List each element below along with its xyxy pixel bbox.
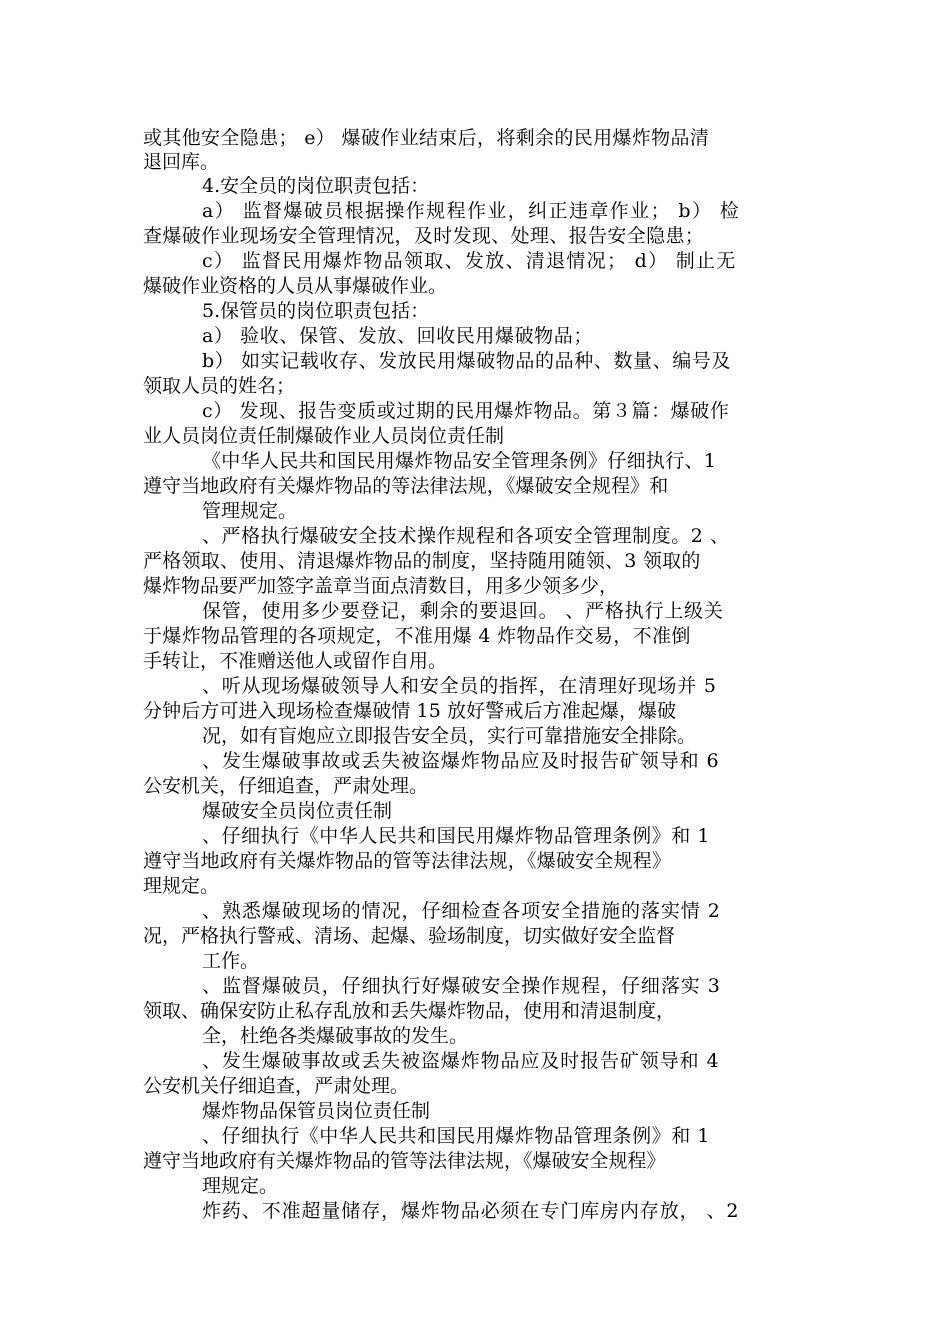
text-line: 管理规定。	[202, 500, 298, 522]
text-line: 、仔细执行《中华人民共和国民用爆炸物品管理条例》和 1	[202, 825, 710, 847]
text-line: 况，如有盲炮应立即报告安全员，实行可靠措施安全排除。	[202, 725, 697, 747]
text-line: a） 验收、保管、发放、回收民用爆破物品；	[202, 325, 593, 347]
text-line: 查爆破作业现场安全管理情况，及时发现、处理、报告安全隐患；	[143, 225, 705, 247]
section-heading: 5.保管员的岗位职责包括：	[202, 300, 430, 322]
text-line: 遵守当地政府有关爆炸物品的管等法律法规，《爆破安全规程》	[143, 850, 672, 872]
text-line: c） 监督民用爆炸物品领取、发放、清退情况； d） 制止无	[202, 250, 737, 272]
text-line: 领取人员的姓名；	[143, 375, 296, 397]
section-heading: 4.安全员的岗位职责包括：	[202, 175, 430, 197]
text-line: 严格领取、使用、清退爆炸物品的制度，坚持随用随领、3 领取的	[143, 550, 701, 572]
text-line: 于爆炸物品管理的各项规定，不准用爆 4 炸物品作交易，不准倒	[143, 625, 691, 647]
text-line: 手转让，不准赠送他人或留作自用。	[143, 650, 448, 672]
text-line: 爆炸物品要严加签字盖章当面点清数目，用多少领多少，	[143, 575, 619, 597]
text-line: 、熟悉爆破现场的情况，仔细检查各项安全措施的落实情 2	[202, 900, 721, 922]
text-line: 业人员岗位责任制爆破作业人员岗位责任制	[143, 425, 505, 447]
text-line: 、听从现场爆破领导人和安全员的指挥，在清理好现场并 5	[202, 675, 717, 697]
text-line: 理规定。	[143, 875, 220, 897]
text-line: 、仔细执行《中华人民共和国民用爆炸物品管理条例》和 1	[202, 1125, 710, 1147]
text-line: 工作。	[202, 950, 260, 972]
text-line: 、严格执行爆破安全技术操作规程和各项安全管理制度。2 、	[202, 525, 730, 547]
text-line: 、监督爆破员，仔细执行好爆破安全操作规程，仔细落实 3	[202, 975, 721, 997]
text-line: 《中华人民共和国民用爆炸物品安全管理条例》仔细执行、1	[202, 450, 717, 472]
text-line: a） 监督爆破员根据操作规程作业，纠正违章作业； b） 检	[202, 200, 741, 222]
text-line: 公安机关仔细追查，严肃处理。	[143, 1075, 410, 1097]
text-line: 、发生爆破事故或丢失被盗爆炸物品应及时报告矿领导和 6	[202, 750, 720, 772]
text-line: 保管，使用多少要登记，剩余的要退回。 、严格执行上级关	[202, 600, 724, 622]
text-line: b） 如实记载收存、发放民用爆破物品的品种、数量、编号及	[202, 350, 732, 372]
text-line: 况，严格执行警戒、清场、起爆、验场制度，切实做好安全监督	[143, 925, 676, 947]
text-line: 遵守当地政府有关爆炸物品的管等法律法规，《爆破安全规程》	[143, 1150, 666, 1172]
section-heading: 爆破安全员岗位责任制	[202, 800, 393, 822]
text-line: 公安机关，仔细追查，严肃处理。	[143, 775, 429, 797]
text-line: c） 发现、报告变质或过期的民用爆炸物品。第３篇：爆破作	[202, 400, 730, 422]
text-line: 全，杜绝各类爆破事故的发生。	[202, 1025, 469, 1047]
text-line: 理规定。	[202, 1175, 279, 1197]
text-line: 或其他安全隐患； e） 爆破作业结束后，将剩余的民用爆炸物品清	[143, 127, 710, 149]
section-heading: 爆炸物品保管员岗位责任制	[202, 1100, 431, 1122]
text-line: 爆破作业资格的人员从事爆破作业。	[143, 275, 448, 297]
text-line: 分钟后方可进入现场检查爆破情 15 放好警戒后方准起爆，爆破	[143, 700, 677, 722]
text-line: 领取、确保安防止私存乱放和丢失爆炸物品，使用和清退制度，	[143, 1000, 676, 1022]
text-line: 、发生爆破事故或丢失被盗爆炸物品应及时报告矿领导和 4	[202, 1050, 720, 1072]
text-line: 炸药、不准超量储存，爆炸物品必须在专门库房内存放， 、2	[202, 1200, 740, 1222]
text-line: 遵守当地政府有关爆炸物品的等法律法规，《爆破安全规程》和	[143, 475, 669, 497]
text-line: 退回库。	[143, 151, 220, 173]
